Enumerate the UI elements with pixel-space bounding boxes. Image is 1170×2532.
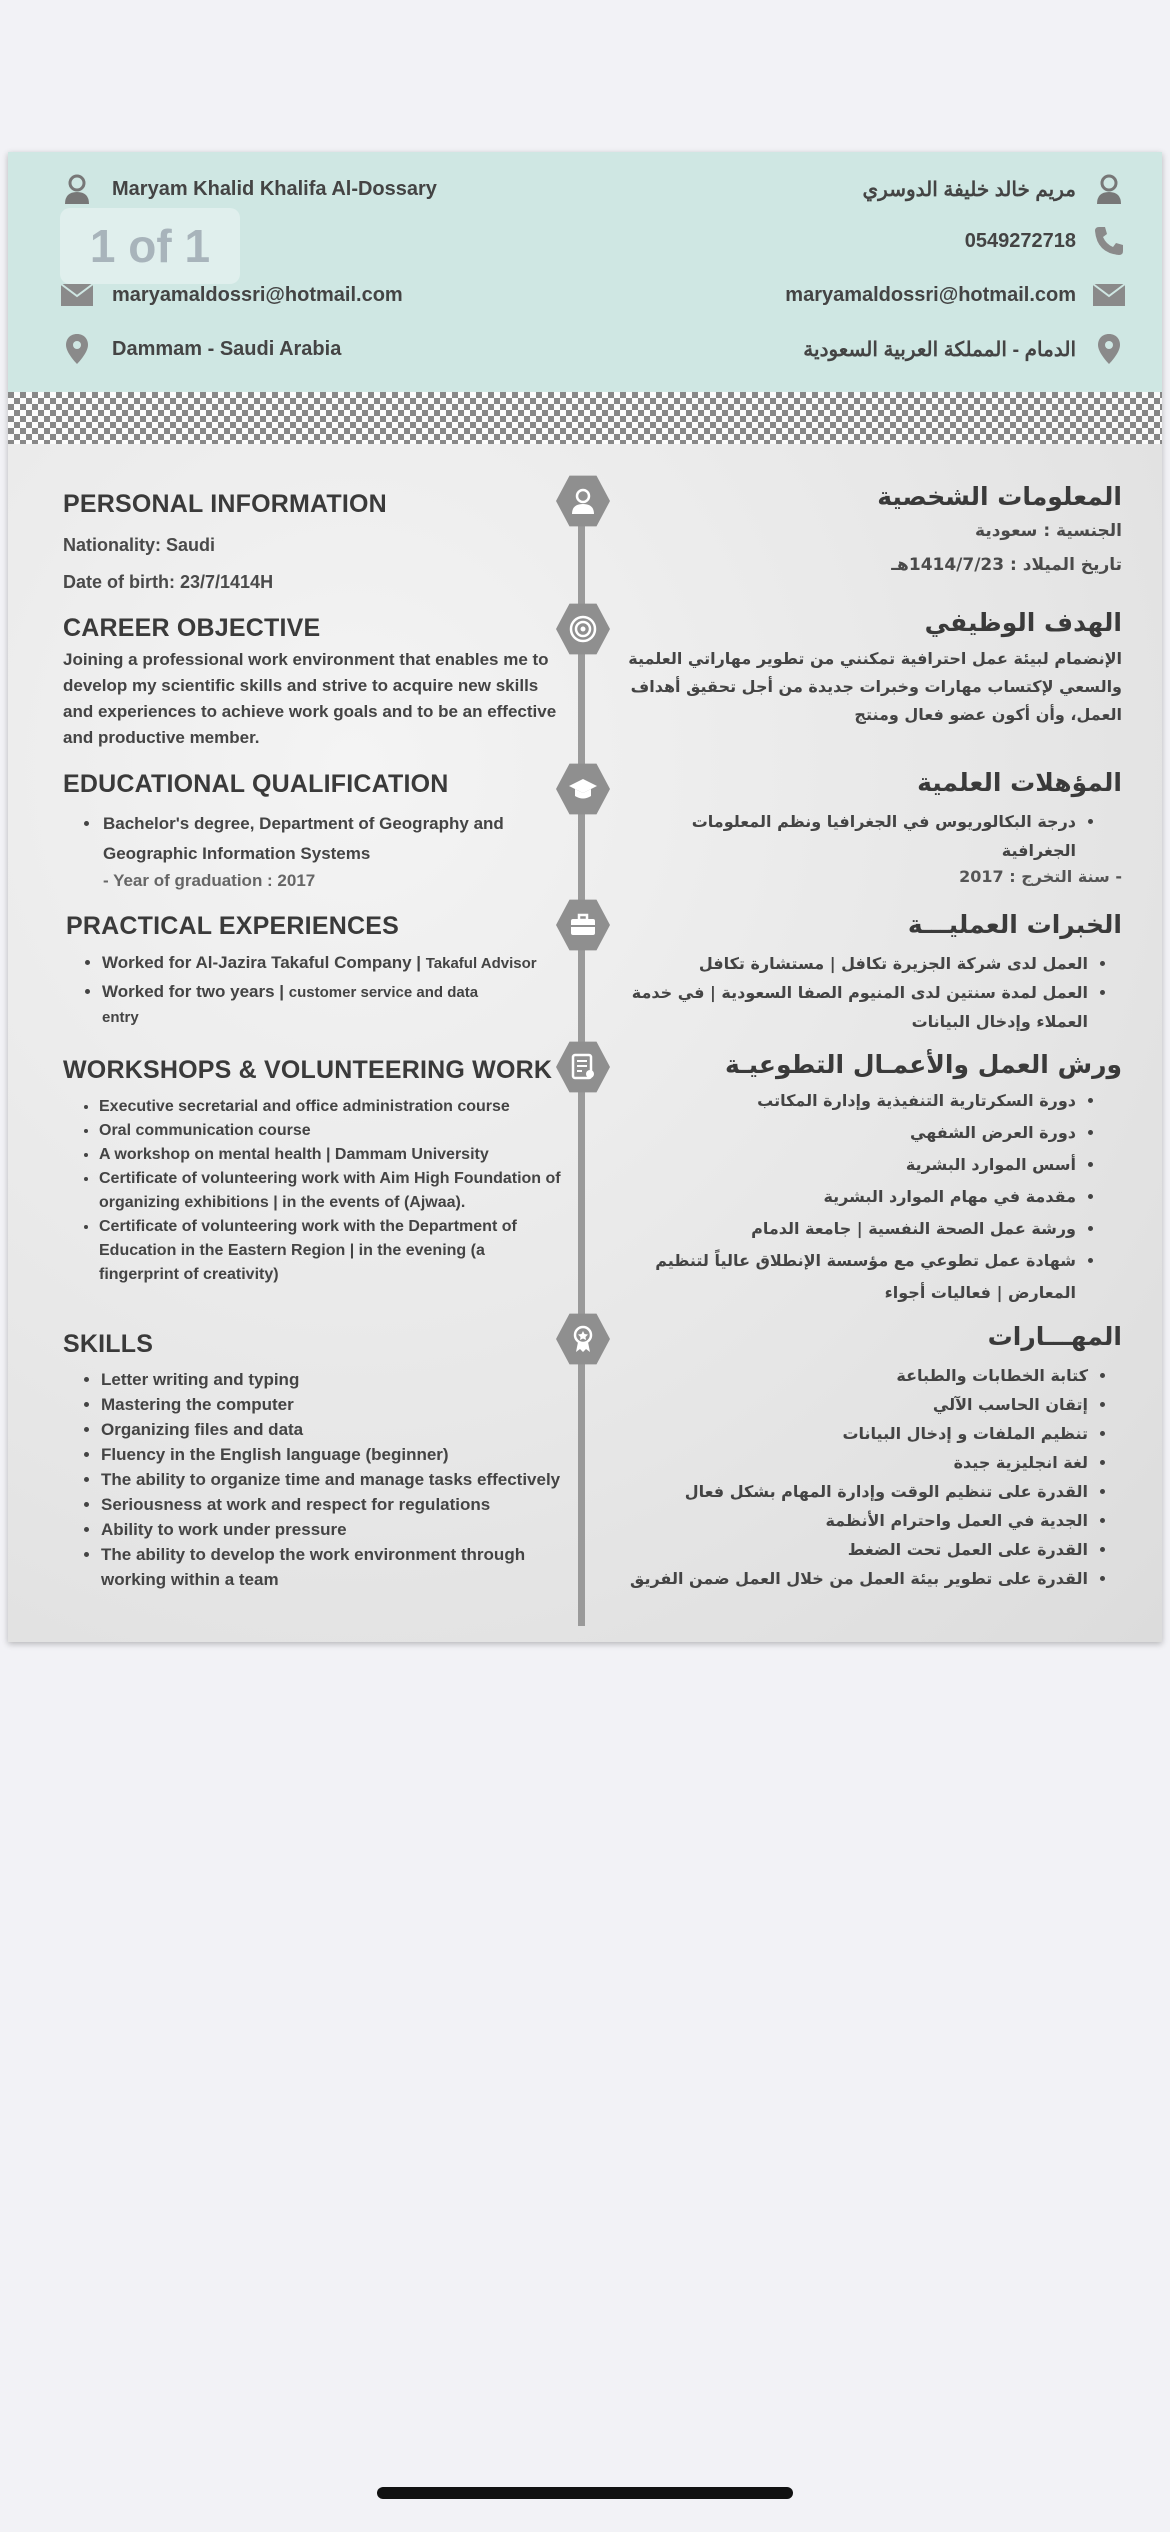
list-item: • العمل لمدة سنتين لدى المنيوم الصفا السعودية | في خدمة العملاء وإدخال البيانات xyxy=(612,978,1088,1036)
list-item: • The ability to develop the work environment through working within a team xyxy=(101,1542,563,1592)
en-education-title: EDUCATIONAL QUALIFICATION xyxy=(63,770,449,798)
checkered-divider-band xyxy=(8,392,1162,444)
en-name-row xyxy=(60,172,437,206)
ar-workshops-section xyxy=(612,1050,1122,1309)
list-item: • القدرة على تطوير بيئة العمل من خلال العمل ضمن الفريق xyxy=(612,1564,1088,1593)
ar-experience-title: الخبرات العمليـــة xyxy=(907,910,1122,939)
ar-name-row xyxy=(863,172,1126,206)
list-item: • كتابة الخطابات والطباعة xyxy=(612,1361,1088,1390)
ar-education-list xyxy=(612,807,1122,865)
en-personal-title: PERSONAL INFORMATION xyxy=(63,490,387,518)
list-item: • مقدمة في مهام الموارد البشرية xyxy=(612,1181,1076,1213)
experience-main: Worked for two years | xyxy=(102,982,289,1001)
ar-phone[interactable]: 0549272718 xyxy=(964,229,1076,252)
ar-experience-list xyxy=(612,949,1122,1036)
en-personal-section xyxy=(63,490,563,593)
en-workshops-section xyxy=(63,1056,563,1287)
phone-icon xyxy=(1092,224,1126,258)
ar-skills-list xyxy=(612,1361,1122,1593)
list-item: • دورة السكرتارية التنفيذية وإدارة المكاتب xyxy=(612,1085,1076,1117)
en-workshops-list xyxy=(63,1095,563,1287)
ar-personal-section xyxy=(612,482,1122,575)
ar-email-row xyxy=(785,278,1126,312)
ar-experience-section xyxy=(612,910,1122,1036)
list-item: • Bachelor's degree, Department of Geography and Geographic Information Systems xyxy=(101,809,563,869)
en-graduation-year: - Year of graduation : 2017 xyxy=(103,871,316,890)
experience-sub: customer service and data entry xyxy=(102,984,479,1026)
list-item: • الجدية في العمل واحترام الأنظمة xyxy=(612,1506,1088,1535)
en-skills-list xyxy=(63,1367,563,1592)
ar-workshops-list xyxy=(612,1085,1122,1309)
experience-sub: Takaful Advisor xyxy=(425,955,537,972)
person-icon xyxy=(1092,172,1126,206)
ar-objective-text: الإنضمام لبيئة عمل احترافية تمكنني من تطوير مهاراتي العلمية والسعي لإكتساب مهارات وخبرات جديدة من أجل تحقيق أهداف العمل، وأن أكون عضو فعال ومنتج xyxy=(628,649,1122,724)
list-item: • A workshop on mental health | Dammam University xyxy=(99,1143,563,1167)
en-location-row xyxy=(60,332,341,366)
ar-education-title: المؤهلات العلمية xyxy=(917,768,1122,797)
en-skills-section xyxy=(63,1330,563,1592)
en-experience-title: PRACTICAL EXPERIENCES xyxy=(66,912,399,940)
ar-skills-title: المهـــارات xyxy=(987,1322,1122,1351)
list-item: • Oral communication course xyxy=(99,1119,563,1143)
list-item: • درجة البكالوريوس في الجغرافيا ونظم المعلومات الجغرافية xyxy=(612,807,1076,865)
experience-main: Worked for Al-Jazira Takaful Company | xyxy=(102,953,426,972)
list-item: • Fluency in the English language (beginner) xyxy=(101,1442,563,1467)
list-item: • Mastering the computer xyxy=(101,1392,563,1417)
ar-email[interactable]: maryamaldossri@hotmail.com xyxy=(785,283,1076,306)
list-item: • Certificate of volunteering work with the Department of Education in the Eastern Region | in the evening (a fingerprint of creativity) xyxy=(99,1215,563,1287)
list-item: • شهادة عمل تطوعي مع مؤسسة الإنطلاق عالياً لتنظيم المعارض | فعاليات أجواء xyxy=(612,1245,1076,1309)
list-item xyxy=(102,980,566,1030)
list-item: • Organizing files and data xyxy=(101,1417,563,1442)
en-email[interactable]: maryamaldossri@hotmail.com xyxy=(112,283,403,306)
resume-document xyxy=(8,152,1162,1642)
list-item: • القدرة على العمل تحت الضغط xyxy=(612,1535,1088,1564)
en-objective-section xyxy=(63,614,563,751)
en-objective-text: Joining a professional work environment that enables me to develop my scientific skills and strive to acquire new skills and experiences to achieve work goals and to be an effective and productive member. xyxy=(63,650,557,747)
list-item xyxy=(102,951,566,976)
person-icon xyxy=(60,172,94,206)
ar-phone-row xyxy=(965,224,1126,258)
ar-dob: تاريخ الميلاد : 1414/7/23هـ xyxy=(891,555,1122,575)
ar-workshops-title: ورش العمل والأعمـال التطوعيـة xyxy=(724,1050,1122,1079)
en-workshops-title: WORKSHOPS & VOLUNTEERING WORK xyxy=(63,1056,553,1084)
list-item: • Certificate of volunteering work with Aim High Foundation of organizing exhibitions | in the events of (Ajwaa). xyxy=(99,1167,563,1215)
list-item: • Letter writing and typing xyxy=(101,1367,563,1392)
en-experience-list xyxy=(66,951,566,1030)
en-location: Dammam - Saudi Arabia xyxy=(112,337,342,360)
list-item: • تنظيم الملفات و إدخال البيانات xyxy=(612,1419,1088,1448)
list-item: • أسس الموارد البشرية xyxy=(612,1149,1076,1181)
list-item: • لغة انجليزية جيدة xyxy=(612,1448,1088,1477)
location-pin-icon xyxy=(1092,332,1126,366)
list-item: • Executive secretarial and office administration course xyxy=(99,1095,563,1119)
home-indicator[interactable] xyxy=(377,2487,793,2499)
list-item: • The ability to organize time and manage tasks effectively xyxy=(101,1467,563,1492)
en-education-list xyxy=(63,809,563,869)
en-nationality: Nationality: Saudi xyxy=(63,535,216,555)
page-indicator-badge: 1 of 1 xyxy=(60,208,240,284)
mail-icon xyxy=(1092,278,1126,312)
en-objective-title: CAREER OBJECTIVE xyxy=(63,614,321,642)
list-item: • العمل لدى شركة الجزيرة تكافل | مستشارة تكافل xyxy=(612,949,1088,978)
en-skills-title: SKILLS xyxy=(63,1330,154,1358)
ar-objective-title: الهدف الوظيفي xyxy=(924,608,1122,637)
list-item: • دورة العرض الشفهي xyxy=(612,1117,1076,1149)
ar-education-section xyxy=(612,768,1122,886)
list-item: • ورشة عمل الصحة النفسية | جامعة الدمام xyxy=(612,1213,1076,1245)
ar-skills-section xyxy=(612,1322,1122,1593)
list-item: • Seriousness at work and respect for regulations xyxy=(101,1492,563,1517)
ar-nationality: الجنسية : سعودية xyxy=(975,521,1122,541)
list-item: • Ability to work under pressure xyxy=(101,1517,563,1542)
en-experience-section xyxy=(66,912,566,1030)
list-item: • القدرة على تنظيم الوقت وإدارة المهام بشكل فعال xyxy=(612,1477,1088,1506)
ar-location-row xyxy=(803,332,1126,366)
ar-personal-title: المعلومات الشخصية xyxy=(877,482,1122,511)
location-pin-icon xyxy=(60,332,94,366)
list-item: • إتقان الحاسب الآلي xyxy=(612,1390,1088,1419)
ar-name: مريم خالد خليفة الدوسري xyxy=(862,178,1076,201)
ar-graduation-year: - سنة التخرج : 2017 xyxy=(959,867,1122,886)
contact-header xyxy=(8,152,1162,392)
ar-location: الدمام - المملكة العربية السعودية xyxy=(803,338,1076,361)
en-education-section xyxy=(63,770,563,891)
en-name: Maryam Khalid Khalifa Al-Dossary xyxy=(112,177,437,200)
en-dob: Date of birth: 23/7/1414H xyxy=(63,572,274,592)
ar-objective-section xyxy=(612,608,1122,729)
